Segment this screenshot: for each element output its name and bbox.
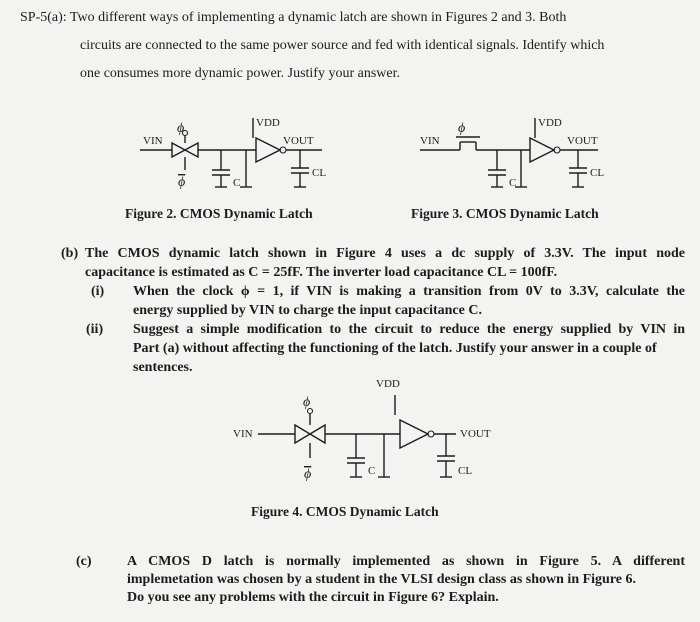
part-b-i-line-2: energy supplied by VIN to charge the input capacitance C.	[133, 303, 482, 318]
part-c-line-3: Do you see any problems with the circuit in Figure 6? Explain.	[127, 590, 499, 605]
fig4-c-label: C	[368, 465, 376, 477]
fig2-phi-top: ϕ	[177, 121, 185, 136]
fig4-phi-bottom: ϕ	[304, 467, 312, 482]
fig2-c-label: C	[233, 177, 241, 189]
fig3-cl-label: CL	[590, 167, 605, 179]
fig3-vdd-label: VDD	[538, 117, 562, 129]
part-b-label: (b)	[61, 246, 79, 261]
fig4-vout-label: VOUT	[460, 428, 491, 440]
part-b-ii-line-3: sentences.	[133, 360, 193, 375]
part-b-ii-line-1: Suggest a simple modification to the circuit to reduce the energy supplied by VIN in	[133, 322, 685, 337]
part-b-ii-label: (ii)	[86, 322, 104, 337]
figure-2-caption: Figure 2. CMOS Dynamic Latch	[125, 206, 313, 221]
part-b-i-label: (i)	[91, 284, 105, 299]
part-a-label: SP-5(a):	[20, 10, 67, 25]
part-a-line-3: one consumes more dynamic power. Justify your answer.	[80, 66, 400, 81]
fig2-phi-bottom: ϕ	[178, 175, 186, 190]
part-a-line-2: circuits are connected to the same power source and fed with identical signals. Identify which	[80, 38, 605, 53]
fig2-cl-label: CL	[312, 167, 327, 179]
part-c-line-2: implemetation was chosen by a student in the VLSI design class as shown in Figure 6.	[127, 572, 637, 587]
figure-3-caption: Figure 3. CMOS Dynamic Latch	[411, 206, 599, 221]
fig4-vin-label: VIN	[233, 428, 253, 440]
fig2-vdd-label: VDD	[256, 117, 280, 129]
figure-4-caption: Figure 4. CMOS Dynamic Latch	[251, 504, 439, 519]
fig4-vdd-label: VDD	[376, 378, 400, 390]
fig4-tgate-lower	[310, 425, 325, 443]
part-b-i-line-1: When the clock ϕ = 1, if VIN is making a transition from 0V to 3.3V, calculate the	[133, 284, 685, 299]
fig2-vin-label: VIN	[143, 135, 163, 147]
part-b-line-2: capacitance is estimated as C = 25fF. The inverter load capacitance CL = 100fF.	[85, 265, 558, 280]
fig4-cl-label: CL	[458, 465, 473, 477]
part-b-ii-line-2: Part (a) without affecting the functioning of the latch. Justify your answer in a couple of	[133, 341, 657, 356]
fig3-phi: ϕ	[458, 121, 466, 136]
fig4-tgate-upper	[295, 425, 310, 443]
fig3-vout-label: VOUT	[567, 135, 598, 147]
part-c-line-1: A CMOS D latch is normally implemented as shown in Figure 5. A different	[127, 554, 685, 569]
part-c-label: (c)	[76, 554, 92, 569]
fig3-c-label: C	[509, 177, 517, 189]
part-b-line-1: The CMOS dynamic latch shown in Figure 4 uses a dc supply of 3.3V. The input node	[85, 246, 685, 261]
fig2-vout-label: VOUT	[283, 135, 314, 147]
fig4-phi-top: ϕ	[303, 395, 311, 410]
fig4-inverter	[400, 420, 428, 448]
fig3-vin-label: VIN	[420, 135, 440, 147]
part-a-text-1: Two different ways of implementing a dynamic latch are shown in Figures 2 and 3. Both	[69, 10, 567, 25]
